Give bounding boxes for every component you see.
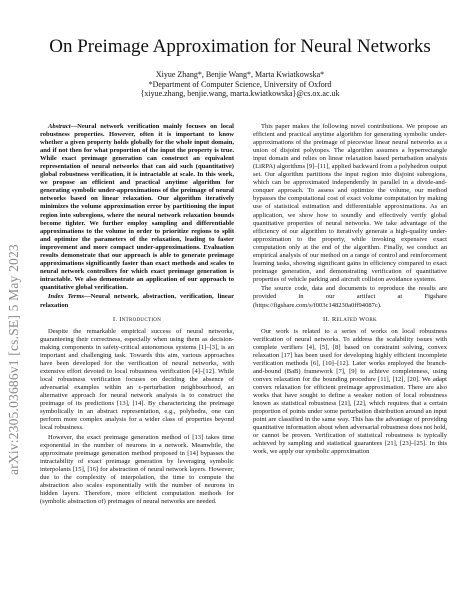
intro-paragraph-2: However, the exact preimage generation method of [13] takes time exponential in the number of neurons in a network. Meanwhile, the approximate preimage generation method proposed in [14] bypasses the intractability of exact preimage generation by leveraging symbolic interpolants [15], [16] for abstraction of neural network layers. However, due to the complexity of interpolation, the time to compute the abstraction also scales exponentially with the number of neurons in hidden layers. Therefore, more efficient computation methods for (symbolic abstraction of) preimages of neural networks are needed. — [40, 433, 234, 506]
section-heading-related-work: II. Related Work — [323, 315, 377, 323]
author-block — [30, 70, 450, 99]
index-terms-text: Neural network, abstraction, verification, linear relaxation — [40, 293, 234, 309]
related-work-paragraph: Our work is related to a series of works on local robustness verification of neural networks. To address the scalability issues with complete verifiers [4], [5], [8] based on constraint solving, convex relaxation [17] has been used for developing highly efficient incomplete verification methods [6], [10]–[12]. Later works employed the branch-and-bound (BaB) framework [7], [9] to achieve completeness, using convex relaxation for the bounding procedure [11], [12], [20]. We adapt convex relaxation for efficient preimage approximation. There are also works that have sought to define a weaker notion of local robustness known as statistical robustness [21], [22], which requires that a certain proportion of points under some perturbation distribution around an input point are classified in the same way. This has the advantage of providing quantitative information about when adversarial robustness does not hold, or cannot be proven. Verification of statistical robustness is typically achieved by sampling and statistical guarantees [21], [23]–[25]. In this work, we apply our symbolic approximation — [253, 327, 447, 456]
artifact-paragraph: The source code, data and documents to reproduce the results are provided in our artifact at Figshare (https://figshare.com/s/f003c148230a0ff94087c). — [253, 285, 447, 309]
author-affiliation: *Department of Computer Science, University of Oxford — [148, 79, 332, 89]
abstract-label: Abstract — [48, 123, 71, 130]
section-heading-introduction: I. Introduction — [112, 315, 162, 323]
abstract: Abstract—Neural network verification mainly focuses on local robustness properties. However, often it is important to know whether a given property holds globally for the whole input domain, and if not then for what proportion of the input the property is true. While exact preimage generation can construct an equivalent representation of neural networks that can aid such (quantitative) global robustness verification, it is intractable at scale. In this work, we propose an efficient and practical anytime algorithm for generating symbolic under-approximations of the preimage of neural networks based on linear relaxation. Our algorithm iteratively minimizes the volume approximation error by partitioning the input region into subregions, where the neural network relaxation bounds become tighter. We further employ sampling and differentiable approximations to the volume in order to prioritize regions to split and optimize the parameters of the relaxation, leading to faster improvement and more compact under-approximations. Evaluation results demonstrate that our approach is able to generate preimage approximations significantly faster than exact methods and scales to neural network controllers for which exact preimage generation is intractable. We also demonstrate an application of our approach to quantitative global verification. — [40, 123, 234, 291]
paper-title: On Preimage Approximation for Neural Networks — [49, 36, 431, 57]
right-column — [253, 123, 447, 458]
index-terms: Index Terms—Neural network, abstraction, verification, linear relaxation — [40, 293, 234, 309]
abstract-text: Neural network verification mainly focuses on local robustness properties. However, often it is important to know whether a given property holds globally for the whole input domain, and if not then for what proportion of the input the property is true. While exact preimage generation can construct an equivalent representation of neural networks that can aid such (quantitative) global robustness verification, it is intractable at scale. In this work, we propose an efficient and practical anytime algorithm for generating symbolic under-approximations of the preimage of neural networks based on linear relaxation. Our algorithm iteratively minimizes the volume approximation error by partitioning the input region into subregions, where the neural network relaxation bounds become tighter. We further employ sampling and differentiable approximations to the volume in order to prioritize regions to split and optimize the parameters of the relaxation, leading to faster improvement and more compact under-approximations. Evaluation results demonstrate that our approach is able to generate preimage approximations significantly faster than exact methods and scales to neural network controllers for which exact preimage generation is intractable. We also demonstrate an application of our approach to quantitative global verification. — [40, 123, 234, 291]
author-emails: {xiyue.zhang, benjie.wang, marta.kwiatkowska}@cs.ox.ac.uk — [140, 89, 340, 98]
intro-paragraph-1: Despite the remarkable empirical success of neural networks, guaranteeing their correctness, especially when using them as decision-making components in safety-critical autonomous systems [1]–[3], is an important and challenging task. Towards this aim, various approaches have been developed for the verification of neural networks, with extensive effort devoted to local robustness verification [4]–[12]. While local robustness verification focuses on deciding the absence of adversarial examples within an ε-perturbation neighbourhood, an alternative approach for neural network analysis is to construct the preimage of its predictions [13], [14]. By characterizing the preimage symbolically in an abstract representation, e.g., polyhedra, one can perform more complex analysis for a wider class of properties beyond local robustness. — [40, 327, 234, 432]
author-names: Xiyue Zhang*, Benjie Wang*, Marta Kwiatkowska* — [155, 70, 325, 79]
arxiv-identifier: arXiv:2305.03686v1 [cs.SE] 5 May 2023 — [6, 244, 21, 476]
index-terms-label: Index Terms — [48, 293, 85, 301]
left-column — [40, 123, 234, 508]
contributions-paragraph: This paper makes the following novel contributions. We propose an efficient and practical anytime algorithm for generating symbolic under-approximations of the preimage of piecewise linear neural networks as a union of disjoint polytopes. The algorithm assumes a hyperrectangle input domain and relies on linear relaxation based perturbation analysis (LiRPA) algorithms [9]–[11], applied backward from a polyhedron output set. Our algorithm partitions the input region into disjoint subregions, which can be approximated independently in parallel in a divide-and-conquer approach. To assess and optimize the volume, our method bypasses the computational cost of exact volume computation by making use of statistical estimation and differentiable approximations. As an application, we show how to soundly and effectively verify global quantitative properties of neural networks. We take advantage of the efficiency of our algorithm to iteratively generate a high-quality under-approximation to the property, while invoking expensive exact computation only at the end of the algorithm. Finally, we conduct an empirical analysis of our method on a range of control and reinforcement learning tasks, showing significant gains in efficiency compared to exact preimage generation, and demonstrating verification of quantitative properties of vehicle parking and aircraft collision avoidance systems. — [253, 123, 447, 283]
